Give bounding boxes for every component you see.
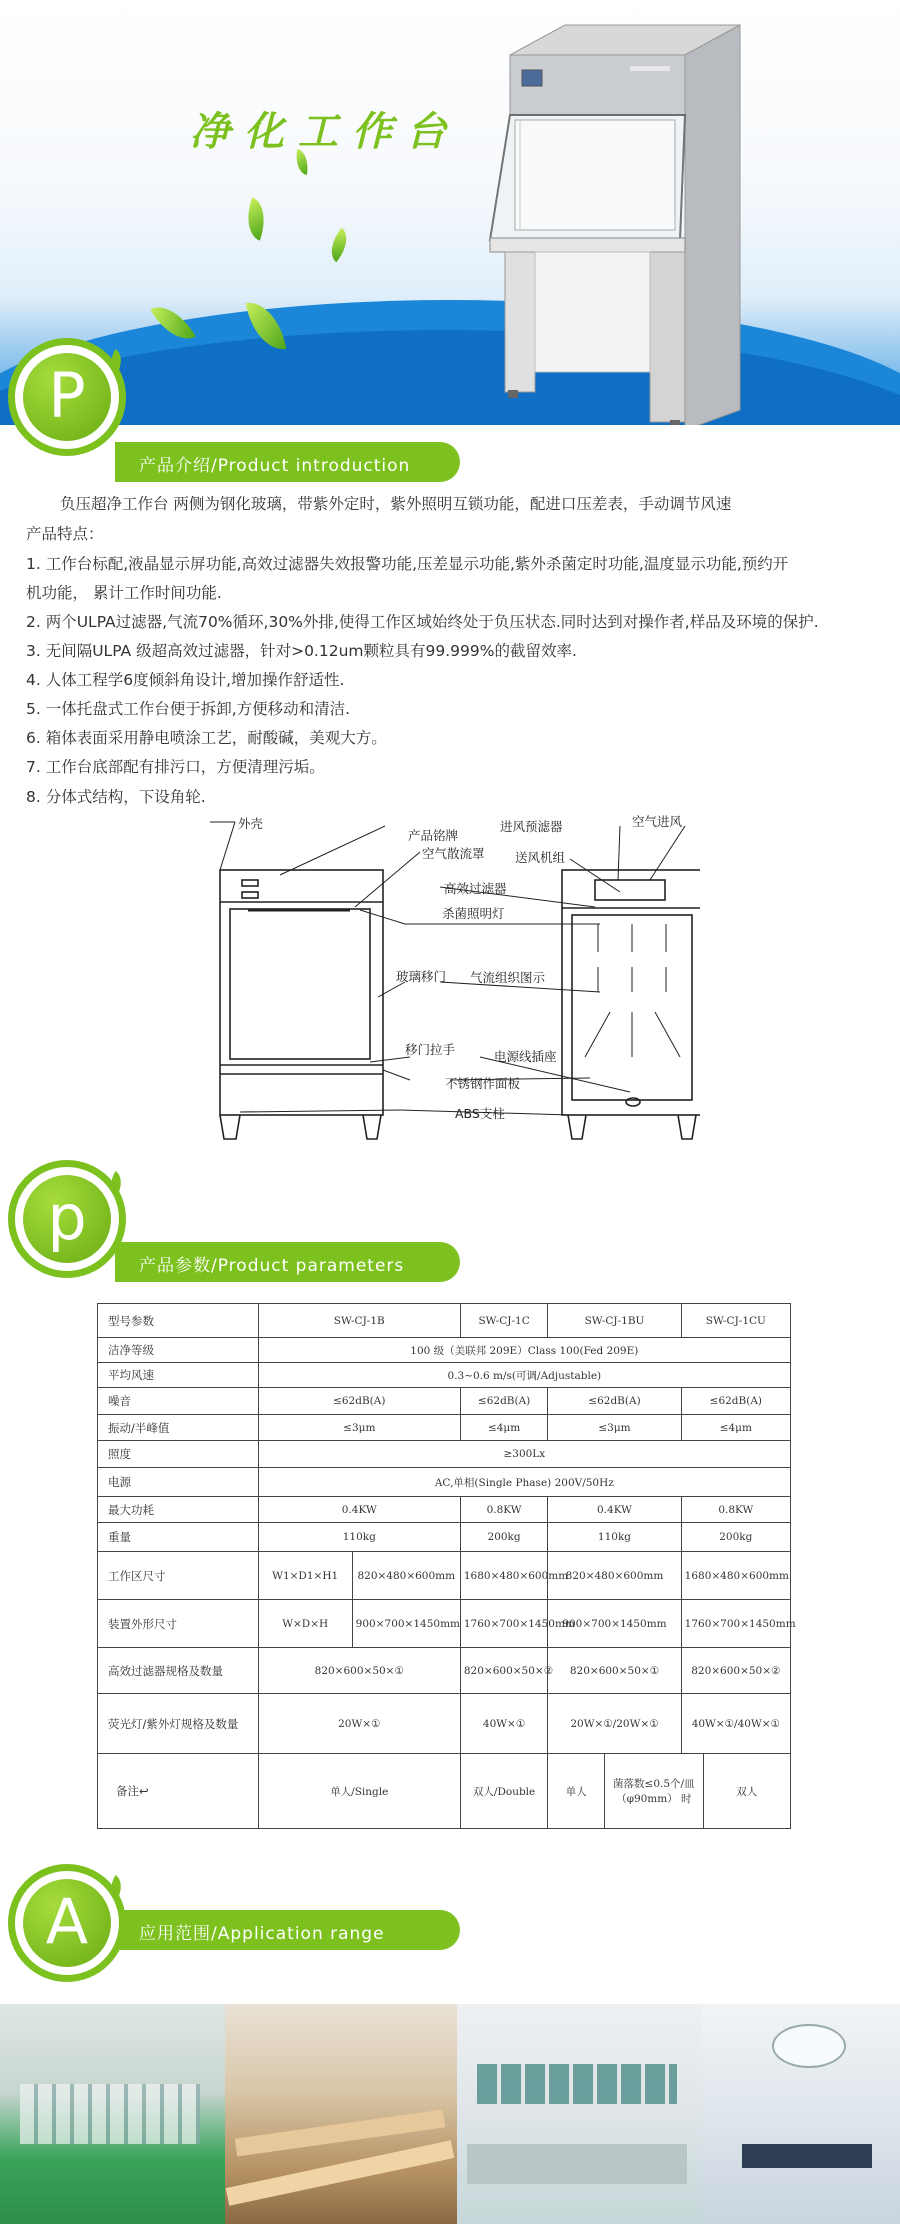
table-cell-label: 工作区尺寸 <box>98 1552 259 1600</box>
photo-operating-room <box>702 2004 900 2224</box>
table-cell: 200kg <box>460 1523 547 1552</box>
table-cell-label: 高效过滤器规格及数量 <box>98 1648 259 1694</box>
table-row <box>98 1338 791 1363</box>
intro-item: 8. 分体式结构，下设角轮. <box>26 788 206 806</box>
table-cell: 820×480×600mm <box>548 1552 681 1600</box>
table-row <box>98 1304 791 1338</box>
table-cell-label: 洁净等级 <box>98 1338 259 1363</box>
intro-item: 7. 工作台底部配有排污口，方便清理污垢。 <box>26 758 325 776</box>
table-header-cell: SW-CJ-1C <box>460 1304 547 1338</box>
table-cell-label: 照度 <box>98 1441 259 1468</box>
table-cell: 菌落数≤0.5个/皿（φ90mm） 时 <box>605 1754 703 1829</box>
intro-item: 5. 一体托盘式工作台便于拆卸,方便移动和清洁. <box>26 700 351 718</box>
table-cell: 900×700×1450mm <box>352 1600 460 1648</box>
table-row <box>98 1441 791 1468</box>
table-cell: 40W×① <box>460 1694 547 1754</box>
table-cell: 1760×700×1450mm <box>460 1600 547 1648</box>
table-cell: ≤3μm <box>548 1415 681 1441</box>
table-cell: ≤62dB(A) <box>548 1388 681 1415</box>
table-row <box>98 1415 791 1441</box>
application-photos <box>0 2004 900 2224</box>
section-label: 产品介绍/Product introduction <box>139 456 411 476</box>
table-cell: W×D×H <box>258 1600 352 1648</box>
table-cell: ≥300Lx <box>258 1441 790 1468</box>
table-row <box>98 1363 791 1388</box>
table-cell-label: 噪音 <box>98 1388 259 1415</box>
table-cell: ≤4μm <box>681 1415 790 1441</box>
table-cell: 110kg <box>258 1523 460 1552</box>
label-prefilter: 进风预滤器 <box>500 819 563 834</box>
table-cell: ≤62dB(A) <box>681 1388 790 1415</box>
table-cell: 820×480×600mm <box>352 1552 460 1600</box>
section-header-application <box>0 1820 900 1980</box>
label-diffuser: 空气散流罩 <box>422 846 485 861</box>
table-row <box>98 1552 791 1600</box>
hero-title: 净化工作台 <box>190 108 460 155</box>
section-badge-letter: A <box>45 1885 89 1958</box>
table-cell-label: 电源 <box>98 1468 259 1497</box>
table-cell: W1×D1×H1 <box>258 1552 352 1600</box>
table-row <box>98 1388 791 1415</box>
intro-item: 3. 无间隔ULPA 级超高效过滤器，针对>0.12um颗粒具有99.999%的截留效率. <box>26 642 577 660</box>
table-cell: 单人 <box>548 1754 605 1829</box>
section-header-params <box>0 1130 900 1290</box>
label-shell: 外壳 <box>238 816 264 831</box>
label-steel-panel: 不锈钢作面板 <box>445 1076 521 1091</box>
table-row <box>98 1468 791 1497</box>
section-label-bar <box>115 1910 460 1950</box>
leaf-icon <box>322 228 355 263</box>
label-abs-leg: ABS支柱 <box>455 1106 505 1121</box>
table-header-cell: 型号参数 <box>98 1304 259 1338</box>
table-cell: 820×600×50×① <box>258 1648 460 1694</box>
table-cell-label: 装置外形尺寸 <box>98 1600 259 1648</box>
section-badge-letter: p <box>47 1181 87 1254</box>
section-label-bar <box>115 1242 460 1282</box>
table-cell: ≤62dB(A) <box>460 1388 547 1415</box>
table-cell: 0.8KW <box>681 1497 790 1523</box>
photo-laboratory <box>457 2004 702 2224</box>
table-cell: 820×600×50×① <box>548 1648 681 1694</box>
intro-item: 6. 箱体表面采用静电喷涂工艺，耐酸碱，美观大方。 <box>26 729 387 747</box>
table-cell: 100 级（美联邦 209E）Class 100(Fed 209E) <box>258 1338 790 1363</box>
table-cell: 双人/Double <box>460 1754 547 1829</box>
table-cell: 1680×480×600mm <box>681 1552 790 1600</box>
intro-features-title: 产品特点： <box>26 525 104 543</box>
label-hepa: 高效过滤器 <box>444 881 507 896</box>
table-cell: 110kg <box>548 1523 681 1552</box>
intro-item: 4. 人体工程学6度倾斜角设计,增加操作舒适性. <box>26 671 345 689</box>
photo-food-processing <box>225 2004 457 2224</box>
table-cell-label: 振动/半峰值 <box>98 1415 259 1441</box>
spec-table <box>97 1303 796 1829</box>
table-row <box>98 1497 791 1523</box>
table-header-cell: SW-CJ-1BU <box>548 1304 681 1338</box>
table-row <box>98 1523 791 1552</box>
intro-item: 2. 两个ULPA过滤器,气流70%循环,30%外排,使得工作区域始终处于负压状态.同时达到对操作者,样品及环境的保护. <box>26 613 819 631</box>
leaf-icon <box>239 197 273 240</box>
intro-item: 1. 工作台标配,液晶显示屏功能,高效过滤器失效报警功能,压差显示功能,紫外杀菌定时功能,温度显示功能,预约开 <box>26 555 789 573</box>
section-badge-letter: P <box>48 359 86 432</box>
section-label: 应用范围/Application range <box>139 1924 385 1944</box>
label-fan: 送风机组 <box>515 850 566 865</box>
table-cell: 0.8KW <box>460 1497 547 1523</box>
table-cell-label: 平均风速 <box>98 1363 259 1388</box>
section-label-bar <box>115 442 460 482</box>
section-header-intro <box>0 342 900 502</box>
table-cell-label: 荧光灯/紫外灯规格及数量 <box>98 1694 259 1754</box>
table-row <box>98 1648 791 1694</box>
table-cell-label: 重量 <box>98 1523 259 1552</box>
label-door-handle: 移门拉手 <box>405 1042 456 1057</box>
table-cell: 0.4KW <box>548 1497 681 1523</box>
table-cell: 0.4KW <box>258 1497 460 1523</box>
table-cell-label: 最大功耗 <box>98 1497 259 1523</box>
table-header-cell: SW-CJ-1B <box>258 1304 460 1338</box>
label-glass-door: 玻璃移门 <box>396 969 447 984</box>
table-row <box>98 1600 791 1648</box>
label-socket: 电源线插座 <box>494 1049 557 1064</box>
table-cell: AC,单相(Single Phase) 200V/50Hz <box>258 1468 790 1497</box>
section-badge <box>8 1864 126 1982</box>
table-cell: ≤3μm <box>258 1415 460 1441</box>
table-cell: 40W×①/40W×① <box>681 1694 790 1754</box>
section-badge <box>8 1160 126 1278</box>
table-cell: 双人 <box>703 1754 790 1829</box>
table-cell: 820×600×50×② <box>681 1648 790 1694</box>
table-cell: 20W×① <box>258 1694 460 1754</box>
table-cell: 0.3~0.6 m/s(可调/Adjustable) <box>258 1363 790 1388</box>
table-cell: 200kg <box>681 1523 790 1552</box>
structure-diagram <box>200 812 700 1142</box>
table-cell: ≤62dB(A) <box>258 1388 460 1415</box>
label-airflow: 气流组织图示 <box>470 970 546 985</box>
table-cell: 1760×700×1450mm <box>681 1600 790 1648</box>
label-nameplate: 产品铭牌 <box>408 828 459 843</box>
photo-cleanroom-workshop <box>0 2004 225 2224</box>
table-cell: 900×700×1450mm <box>548 1600 681 1648</box>
section-badge <box>8 338 126 456</box>
label-uv-lamp: 杀菌照明灯 <box>442 906 505 921</box>
table-cell: ≤4μm <box>460 1415 547 1441</box>
intro-lead: 负压超净工作台 两侧为钢化玻璃，带紫外定时，紫外照明互锁功能，配进口压差表，手动调节风速 <box>60 495 732 513</box>
table-cell: 1680×480×600mm <box>460 1552 547 1600</box>
table-cell: 820×600×50×② <box>460 1648 547 1694</box>
table-header-cell: SW-CJ-1CU <box>681 1304 790 1338</box>
table-row <box>98 1694 791 1754</box>
table-cell: 20W×①/20W×① <box>548 1694 681 1754</box>
label-air-inlet: 空气进风 <box>632 814 683 829</box>
intro-item: 机功能， 累计工作时间功能. <box>26 584 222 602</box>
table-row <box>98 1754 791 1829</box>
table-cell-label: 备注↩ <box>98 1754 259 1829</box>
section-label: 产品参数/Product parameters <box>139 1256 405 1276</box>
table-cell: 单人/Single <box>258 1754 460 1829</box>
